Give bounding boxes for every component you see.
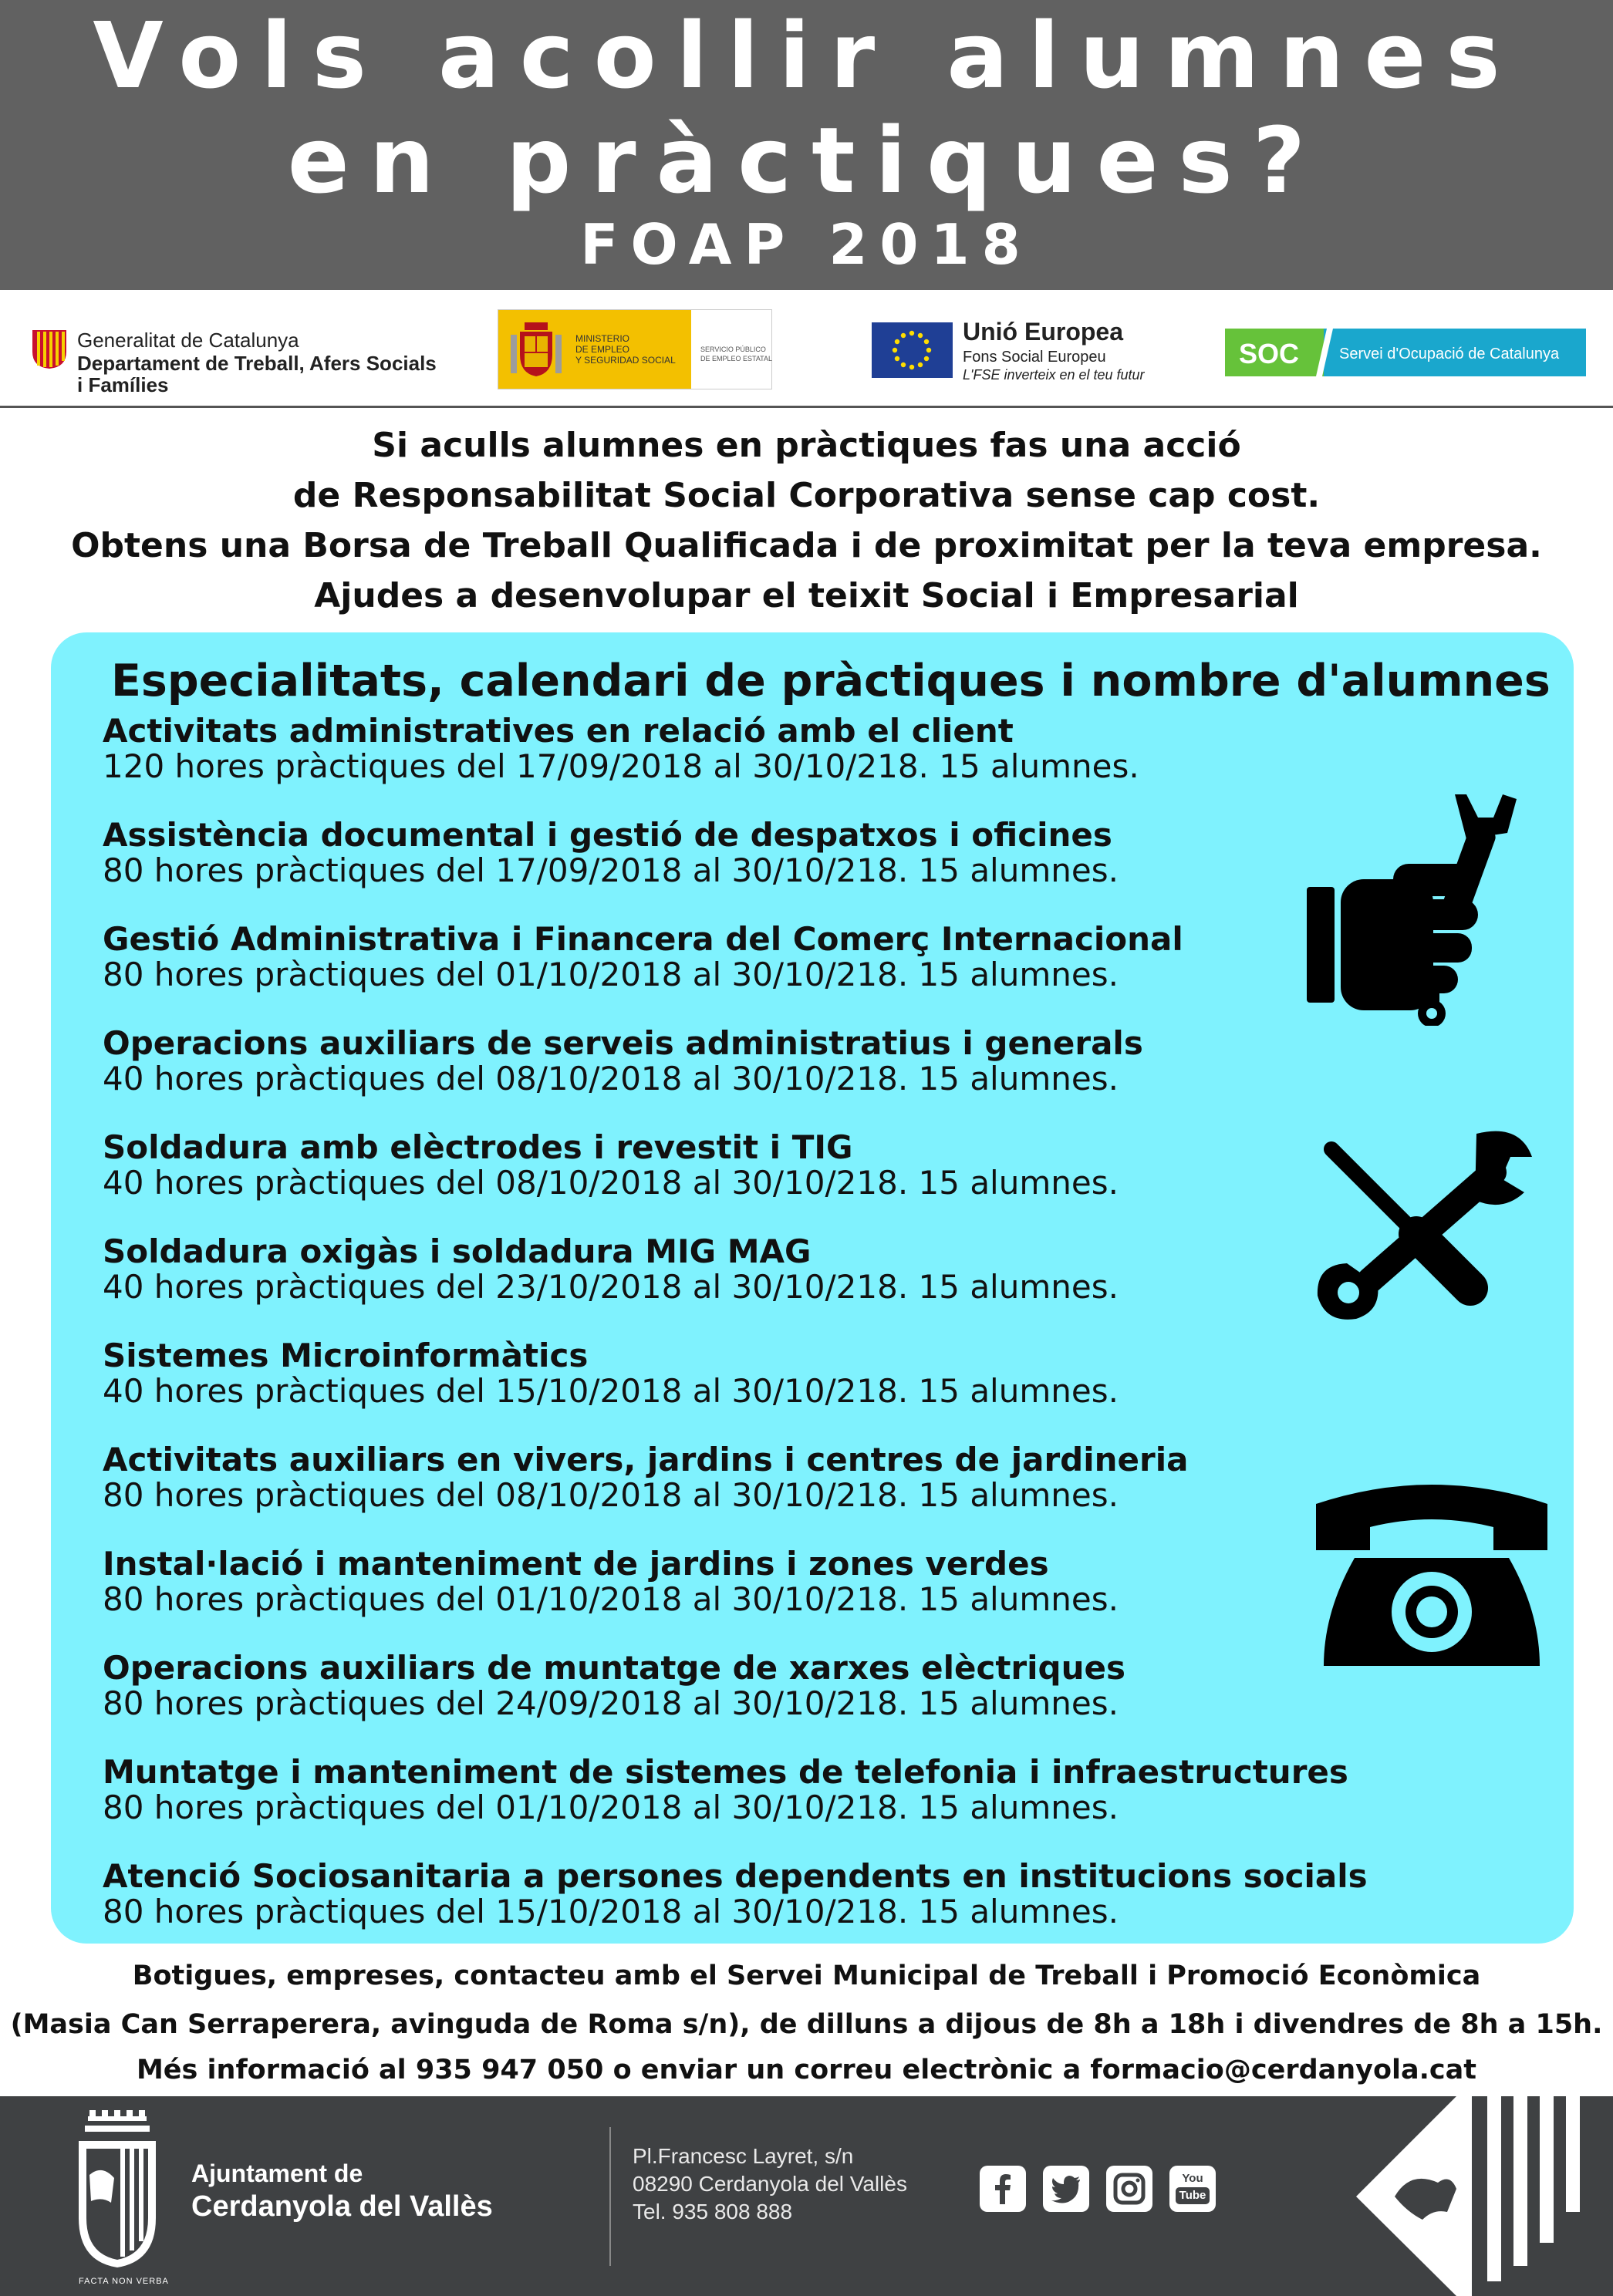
course-item: [103, 818, 1119, 888]
footer-name-line-2: Cerdanyola del Vallès: [191, 2190, 493, 2223]
generalitat-logo-icon: [31, 329, 68, 370]
course-name: Assistència documental i gestió de despatxos i oficines: [103, 816, 1112, 854]
course-name: Atenció Sociosanitaria a persones dependents en institucions socials: [103, 1857, 1368, 1895]
course-details: 80 hores pràctiques del 24/09/2018 al 30/10/218. 15 alumnes.: [103, 1684, 1119, 1722]
course-name: Soldadura oxigàs i soldadura MIG MAG: [103, 1232, 812, 1270]
course-details: 40 hores pràctiques del 23/10/2018 al 30/10/218. 15 alumnes.: [103, 1268, 1119, 1306]
eu-name: Unió Europea: [963, 318, 1124, 346]
soc-abbr: SOC: [1239, 338, 1300, 369]
twitter-icon[interactable]: [1043, 2166, 1089, 2212]
course-details: 80 hores pràctiques del 01/10/2018 al 30/10/218. 15 alumnes.: [103, 956, 1119, 993]
footer-divider: [609, 2127, 611, 2266]
course-item: [103, 1859, 1368, 1930]
course-details: 80 hores pràctiques del 15/10/2018 al 30/10/218. 15 alumnes.: [103, 1893, 1119, 1930]
contact-line-3: Més informació al 935 947 050 o enviar un correu electrònic a formacio@cerdanyola.cat: [136, 2055, 1477, 2085]
course-item: [103, 713, 1139, 784]
intro-line-1: Si aculls alumnes en pràctiques fas una acció: [372, 426, 1241, 465]
course-item: [103, 1546, 1119, 1617]
soc-logo: [1225, 329, 1586, 376]
sepe-line-2: DE EMPLEO ESTATAL: [700, 355, 773, 362]
ministerio-logo: [498, 309, 772, 389]
course-item: [103, 1755, 1348, 1826]
course-name: Muntatge i manteniment de sistemes de telefonia i infraestructures: [103, 1753, 1348, 1791]
course-name: Soldadura amb elèctrodes i revestit i TIG: [103, 1128, 853, 1166]
header-banner: [0, 0, 1613, 290]
panel-heading: Especialitats, calendari de pràctiques i nombre d'alumnes: [111, 656, 1551, 706]
telephone-icon: [1301, 1473, 1563, 1689]
facebook-glyph-icon: [980, 2166, 1026, 2212]
logos-strip: [0, 290, 1613, 408]
course-name: Activitats administratives en relació amb el client: [103, 712, 1014, 750]
contact-line-1: Botigues, empreses, contacteu amb el Servei Municipal de Treball i Promoció Econòmica: [132, 1961, 1481, 1991]
course-details: 120 hores pràctiques del 17/09/2018 al 30/10/218. 15 alumnes.: [103, 747, 1139, 785]
hand-wrench-icon: [1301, 794, 1563, 1026]
specialties-panel: [51, 632, 1574, 1944]
course-item: [103, 1130, 1119, 1201]
soc-slash-icon: [1316, 329, 1339, 376]
instagram-icon[interactable]: [1106, 2166, 1152, 2212]
eu-tagline: L'FSE inverteix en el teu futur: [963, 367, 1145, 383]
cerdanyola-crest-icon: [71, 2110, 164, 2280]
course-item: [103, 1234, 1119, 1305]
title-line-1: Vols acollir alumnes: [93, 2, 1520, 109]
generalitat-department-line-2: i Famílies: [77, 373, 169, 396]
course-item: [103, 1026, 1143, 1097]
cerdanyola-emblem-icon: [1348, 2096, 1595, 2296]
eu-stars-icon: [872, 322, 953, 378]
course-name: Activitats auxiliars en vivers, jardins i centres de jardineria: [103, 1441, 1189, 1478]
course-details: 40 hores pràctiques del 08/10/2018 al 30/10/218. 15 alumnes.: [103, 1060, 1119, 1097]
intro-line-2: de Responsabilitat Social Corporativa sense cap cost.: [292, 476, 1321, 515]
course-details: 80 hores pràctiques del 17/09/2018 al 30/10/218. 15 alumnes.: [103, 851, 1119, 889]
course-name: Gestió Administrativa i Financera del Comerç Internacional: [103, 920, 1183, 958]
ministerio-line-3: Y SEGURIDAD SOCIAL: [575, 355, 676, 366]
spanish-coat-of-arms-icon: [509, 319, 563, 379]
footer-address-line-2: 08290 Cerdanyola del Vallès: [633, 2172, 907, 2196]
ministerio-line-2: DE EMPLEO: [575, 344, 630, 355]
course-name: Operacions auxiliars de muntatge de xarxes elèctriques: [103, 1649, 1125, 1687]
sepe-line-1: SERVICIO PÚBLICO: [700, 346, 766, 353]
generalitat-name: Generalitat de Catalunya: [77, 329, 299, 352]
contact-line-2: (Masia Can Serraperera, avinguda de Roma s/n), de dilluns a dijous de 8h a 18h i divendres de 8h a 15h.: [10, 2009, 1603, 2040]
course-item: [103, 922, 1183, 993]
course-item: [103, 1442, 1188, 1513]
subtitle: FOAP 2018: [580, 212, 1033, 277]
footer-motto: FACTA NON VERBA: [79, 2277, 169, 2286]
ministerio-line-1: MINISTERIO: [575, 333, 630, 344]
course-details: 40 hores pràctiques del 15/10/2018 al 30/10/218. 15 alumnes.: [103, 1372, 1119, 1410]
screwdriver-wrench-icon: [1301, 1126, 1563, 1327]
footer-name-line-1: Ajuntament de: [191, 2159, 363, 2187]
course-details: 40 hores pràctiques del 08/10/2018 al 30/10/218. 15 alumnes.: [103, 1164, 1119, 1202]
course-name: Sistemes Microinformàtics: [103, 1337, 589, 1374]
youtube-label-top: You: [1182, 2172, 1203, 2185]
footer-phone: Tel. 935 808 888: [633, 2200, 793, 2224]
title-line-2: en pràctiques?: [287, 107, 1326, 214]
course-details: 80 hores pràctiques del 01/10/2018 al 30/10/218. 15 alumnes.: [103, 1580, 1119, 1618]
soc-name: Servei d'Ocupació de Catalunya: [1339, 346, 1560, 362]
instagram-glyph-icon: [1106, 2166, 1152, 2212]
generalitat-department-line-1: Departament de Treball, Afers Socials: [77, 352, 437, 375]
youtube-label-bottom: Tube: [1176, 2187, 1210, 2204]
youtube-icon[interactable]: [1169, 2166, 1216, 2212]
eu-flag-icon: [872, 322, 953, 378]
course-item: [103, 1650, 1125, 1721]
intro-line-4: Ajudes a desenvolupar el teixit Social i Empresarial: [314, 576, 1299, 615]
footer-address-line-1: Pl.Francesc Layret, s/n: [633, 2144, 854, 2168]
eu-fund: Fons Social Europeu: [963, 349, 1106, 366]
course-name: Operacions auxiliars de serveis administratius i generals: [103, 1024, 1143, 1062]
course-details: 80 hores pràctiques del 08/10/2018 al 30/10/218. 15 alumnes.: [103, 1476, 1119, 1514]
course-details: 80 hores pràctiques del 01/10/2018 al 30/10/218. 15 alumnes.: [103, 1789, 1119, 1826]
course-item: [103, 1338, 1119, 1409]
course-name: Instal·lació i manteniment de jardins i zones verdes: [103, 1545, 1049, 1583]
facebook-icon[interactable]: [980, 2166, 1026, 2212]
footer: [0, 2096, 1613, 2296]
intro-line-3: Obtens una Borsa de Treball Qualificada i de proximitat per la teva empresa.: [71, 526, 1542, 565]
twitter-glyph-icon: [1043, 2166, 1089, 2212]
